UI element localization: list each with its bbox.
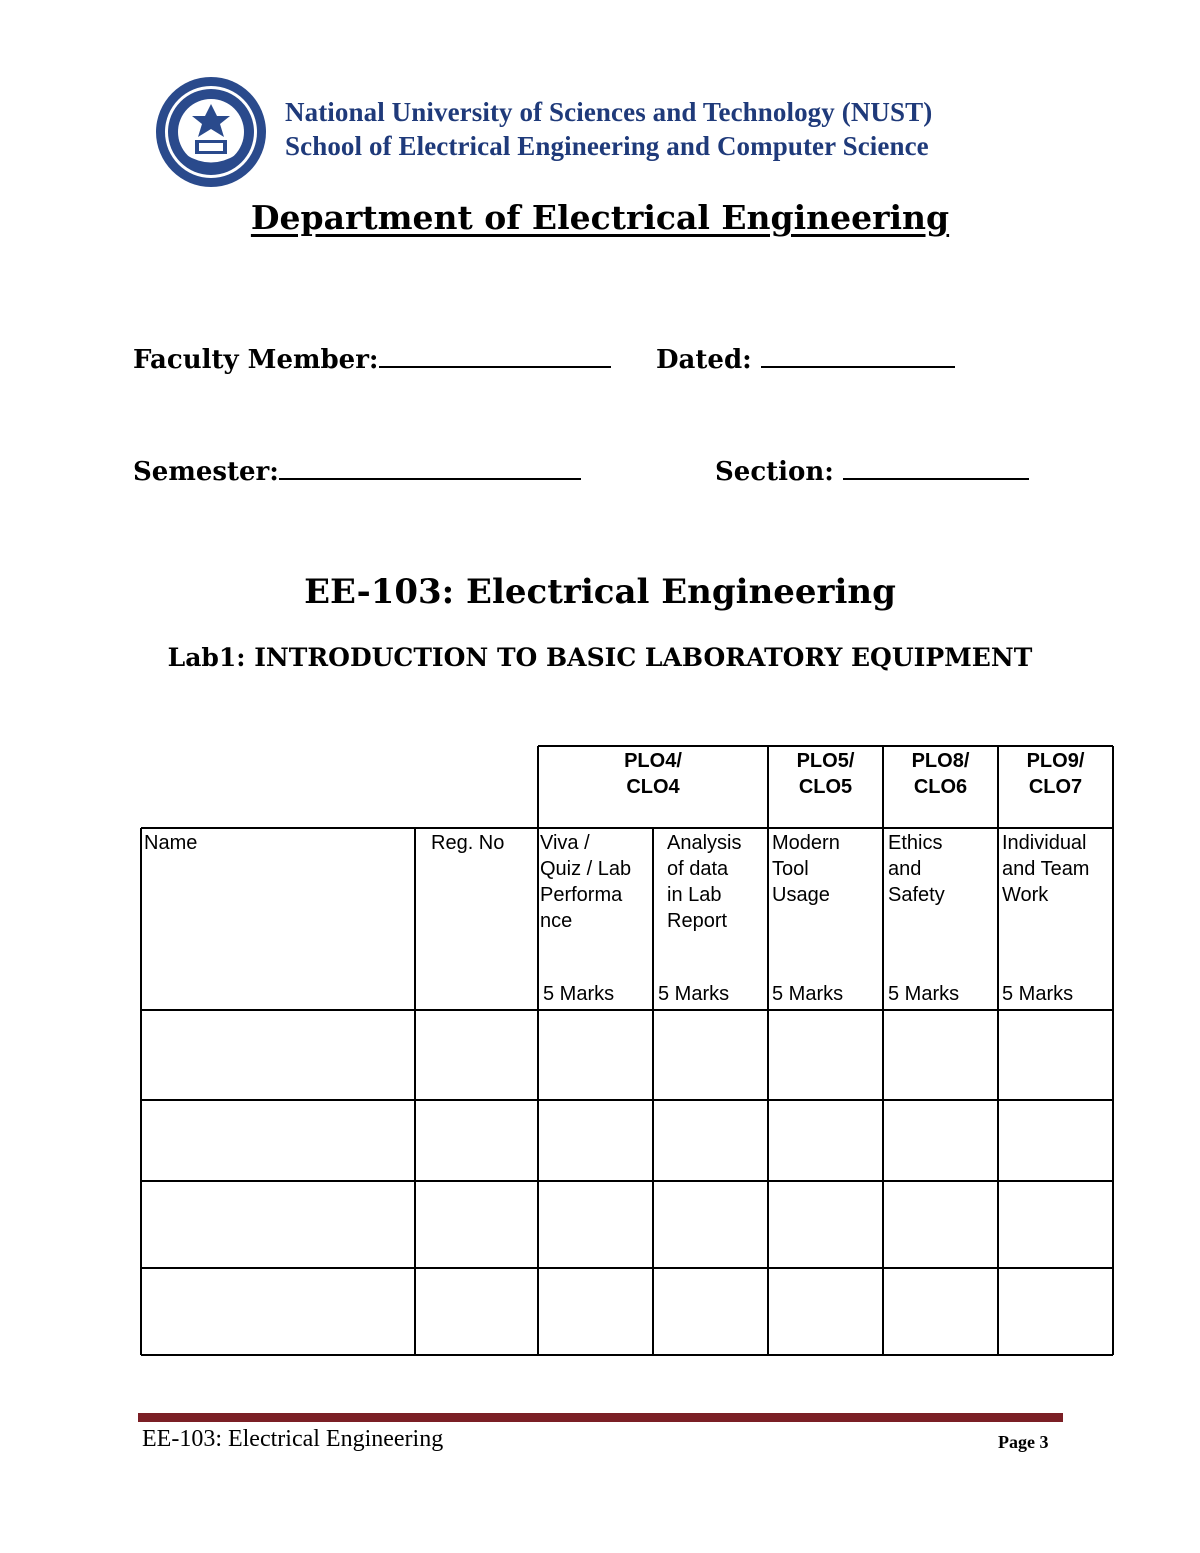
marks-ethics: 5 Marks: [888, 983, 960, 1005]
plo-header-2: PLO5/ CLO5: [796, 750, 855, 798]
department-title: Department of Electrical Engineering: [250, 198, 950, 237]
table-row[interactable]: [142, 1269, 1113, 1354]
plo-header-1: PLO4/ CLO4: [624, 750, 682, 798]
page-number: Page 3: [998, 1432, 1049, 1452]
table-row[interactable]: [142, 1011, 1113, 1099]
marks-modern-tool: 5 Marks: [772, 983, 844, 1005]
footer-divider: [138, 1413, 1063, 1422]
faculty-label: Faculty Member:: [133, 345, 379, 375]
table-row[interactable]: [142, 1182, 1113, 1267]
footer-course: EE-103: Electrical Engineering: [142, 1426, 444, 1452]
criteria-viva: Viva / Quiz / Lab Performa nce: [540, 832, 632, 932]
section-field: [715, 456, 1029, 487]
faculty-field: [133, 344, 611, 375]
dated-blank[interactable]: [761, 344, 955, 368]
dated-field: [656, 344, 955, 375]
criteria-ethics: Ethics and Safety: [888, 832, 945, 906]
plo-header-4: PLO9/ CLO7: [1026, 750, 1085, 798]
table-row[interactable]: [142, 1101, 1113, 1180]
school-name: School of Electrical Engineering and Computer Science: [285, 131, 929, 161]
nust-logo-icon: [155, 76, 267, 188]
marks-viva: 5 Marks: [543, 983, 615, 1005]
reg-no-header: Reg. No: [431, 832, 505, 854]
lab-title: Lab1: INTRODUCTION TO BASIC LABORATORY EQUIPMENT: [167, 643, 1033, 672]
university-name: National University of Sciences and Technology (NUST): [285, 97, 933, 127]
header-titles: [285, 95, 932, 163]
marks-teamwork: 5 Marks: [1002, 983, 1074, 1005]
name-header: Name: [144, 832, 198, 854]
section-blank[interactable]: [843, 456, 1029, 480]
semester-label: Semester:: [133, 457, 279, 487]
marks-analysis: 5 Marks: [658, 983, 730, 1005]
faculty-blank[interactable]: [379, 344, 611, 368]
semester-field: [133, 456, 581, 487]
criteria-analysis: Analysis of data in Lab Report: [667, 832, 742, 932]
section-label: Section:: [715, 457, 834, 487]
plo-header-3: PLO8/ CLO6: [911, 750, 970, 798]
criteria-modern-tool: Modern Tool Usage: [772, 832, 840, 906]
course-title: EE-103: Electrical Engineering: [304, 572, 896, 612]
semester-blank[interactable]: [279, 456, 581, 480]
dated-label: Dated:: [656, 345, 752, 375]
criteria-teamwork: Individual and Team Work: [1002, 832, 1090, 906]
